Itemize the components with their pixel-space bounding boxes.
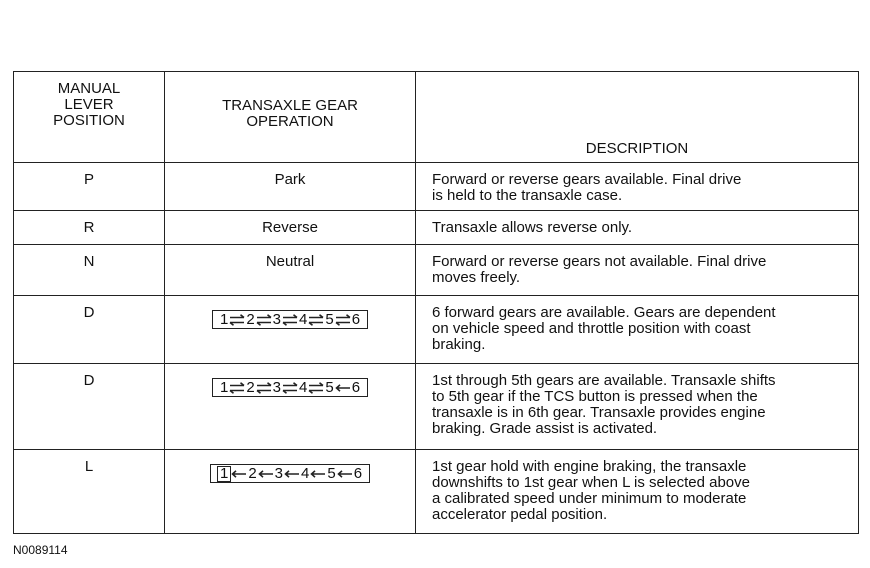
row-description: Forward or reverse gears available. Final drive is held to the transaxle case. bbox=[416, 163, 859, 211]
gear-number: 6 bbox=[351, 310, 361, 328]
selected-gear-number: 1 bbox=[217, 466, 231, 482]
gear-operation: Reverse bbox=[165, 211, 416, 245]
gear-operation: Park bbox=[165, 163, 416, 211]
gear-operation bbox=[165, 450, 416, 534]
gear-number: 3 bbox=[274, 464, 283, 482]
gear-number: 5 bbox=[325, 310, 334, 328]
shift-up-down-arrow-icon bbox=[229, 382, 245, 394]
shift-up-down-arrow-icon bbox=[308, 314, 324, 326]
lever-position: N bbox=[14, 245, 165, 296]
gear-operation bbox=[165, 296, 416, 364]
gear-number: 3 bbox=[272, 310, 281, 328]
lever-position: D bbox=[14, 296, 165, 364]
gear-number: 2 bbox=[248, 464, 257, 482]
row-description: 6 forward gears are available. Gears are dependent on vehicle speed and throttle position with coast braking. bbox=[416, 296, 859, 364]
row-description: 1st gear hold with engine braking, the transaxle downshifts to 1st gear when L is selected above a calibrated speed under minimum to moderate accelerator pedal position. bbox=[416, 450, 859, 534]
table-row bbox=[14, 211, 859, 245]
header-description: DESCRIPTION bbox=[416, 72, 859, 163]
shift-down-arrow-icon bbox=[310, 468, 326, 480]
gear-position-table bbox=[13, 71, 859, 534]
shift-down-arrow-icon bbox=[231, 468, 247, 480]
shift-down-arrow-icon bbox=[335, 382, 351, 394]
header-transaxle-gear-operation: TRANSAXLE GEAR OPERATION bbox=[165, 72, 416, 163]
shift-up-down-arrow-icon bbox=[229, 314, 245, 326]
gear-number: 6 bbox=[353, 464, 363, 482]
table-row bbox=[14, 163, 859, 211]
table-row bbox=[14, 245, 859, 296]
shift-up-down-arrow-icon bbox=[256, 314, 272, 326]
table-header-row bbox=[14, 72, 859, 163]
lever-position: D bbox=[14, 364, 165, 450]
table-row bbox=[14, 364, 859, 450]
gear-operation bbox=[165, 364, 416, 450]
lever-position: L bbox=[14, 450, 165, 534]
shift-down-arrow-icon bbox=[258, 468, 274, 480]
figure-id-label: N0089114 bbox=[13, 543, 68, 557]
shift-up-down-arrow-icon bbox=[256, 382, 272, 394]
gear-sequence-diagram bbox=[210, 464, 370, 483]
row-description: Transaxle allows reverse only. bbox=[416, 211, 859, 245]
gear-number: 4 bbox=[301, 464, 310, 482]
lever-position: R bbox=[14, 211, 165, 245]
lever-position: P bbox=[14, 163, 165, 211]
gear-number: 1 bbox=[219, 378, 229, 396]
gear-number: 2 bbox=[246, 310, 255, 328]
gear-number: 6 bbox=[351, 378, 361, 396]
gear-number: 2 bbox=[246, 378, 255, 396]
gear-number: 5 bbox=[327, 464, 336, 482]
row-description: Forward or reverse gears not available. Final drive moves freely. bbox=[416, 245, 859, 296]
gear-sequence-diagram bbox=[212, 378, 368, 397]
shift-up-down-arrow-icon bbox=[282, 314, 298, 326]
row-description: 1st through 5th gears are available. Transaxle shifts to 5th gear if the TCS button is pressed when the transaxle is in 6th gear. Transaxle provides engine braking. Grade assist is activated. bbox=[416, 364, 859, 450]
shift-down-arrow-icon bbox=[337, 468, 353, 480]
table-row bbox=[14, 296, 859, 364]
gear-number: 3 bbox=[272, 378, 281, 396]
header-manual-lever-position: MANUAL LEVER POSITION bbox=[14, 72, 165, 163]
gear-operation: Neutral bbox=[165, 245, 416, 296]
gear-number: 5 bbox=[325, 378, 334, 396]
shift-up-down-arrow-icon bbox=[335, 314, 351, 326]
shift-up-down-arrow-icon bbox=[308, 382, 324, 394]
table-row bbox=[14, 450, 859, 534]
gear-number: 1 bbox=[219, 310, 229, 328]
gear-number: 4 bbox=[299, 378, 308, 396]
gear-number: 4 bbox=[299, 310, 308, 328]
shift-up-down-arrow-icon bbox=[282, 382, 298, 394]
shift-down-arrow-icon bbox=[284, 468, 300, 480]
gear-sequence-diagram bbox=[212, 310, 368, 329]
